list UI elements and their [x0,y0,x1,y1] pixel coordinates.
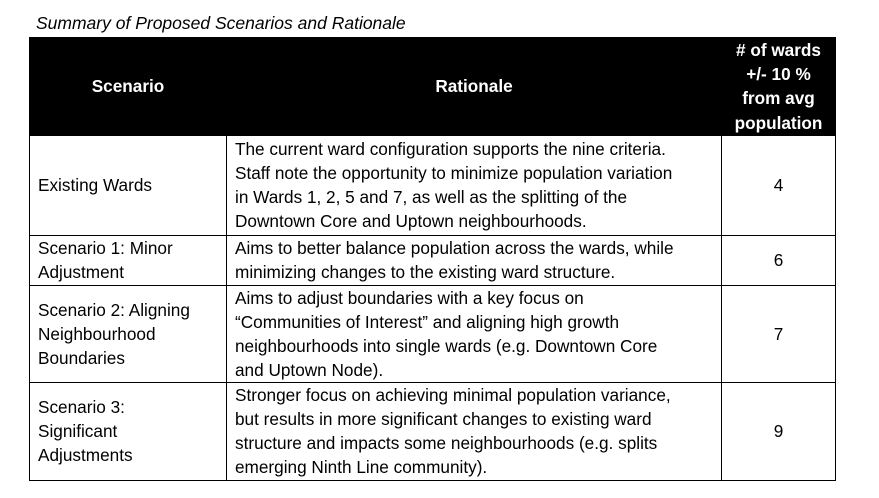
cell-rationale: The current ward configuration supports the nine criteria. Staff note the opportunity to minimize population variation in Wards 1, 2, 5 and 7, as well as the splitting of the Downtown Core and Uptown neighbourhoods. [227,135,722,235]
table-row [30,382,836,480]
cell-ward-count: 4 [722,135,836,235]
header-scenario: Scenario [30,38,227,136]
table-header-row [30,38,836,136]
table-caption: Summary of Proposed Scenarios and Rationale [36,13,406,33]
cell-ward-count: 9 [722,382,836,480]
cell-scenario: Scenario 2: Aligning Neighbourhood Boundaries [30,285,227,382]
header-ward-count: # of wards +/- 10 % from avg population [722,38,836,136]
table-row [30,235,836,285]
table-row [30,285,836,382]
table-row [30,135,836,235]
cell-rationale: Aims to better balance population across the wards, while minimizing changes to the existing ward structure. [227,235,722,285]
header-rationale: Rationale [227,38,722,136]
cell-scenario: Scenario 3: Significant Adjustments [30,382,227,480]
cell-rationale: Stronger focus on achieving minimal population variance, but results in more significant changes to existing ward structure and impacts some neighbourhoods (e.g. splits emerging Ninth Line community). [227,382,722,480]
cell-scenario: Scenario 1: Minor Adjustment [30,235,227,285]
cell-rationale: Aims to adjust boundaries with a key focus on “Communities of Interest” and aligning high growth neighbourhoods into single wards (e.g. Downtown Core and Uptown Node). [227,285,722,382]
cell-ward-count: 7 [722,285,836,382]
cell-ward-count: 6 [722,235,836,285]
cell-scenario: Existing Wards [30,135,227,235]
scenarios-table [29,37,836,481]
